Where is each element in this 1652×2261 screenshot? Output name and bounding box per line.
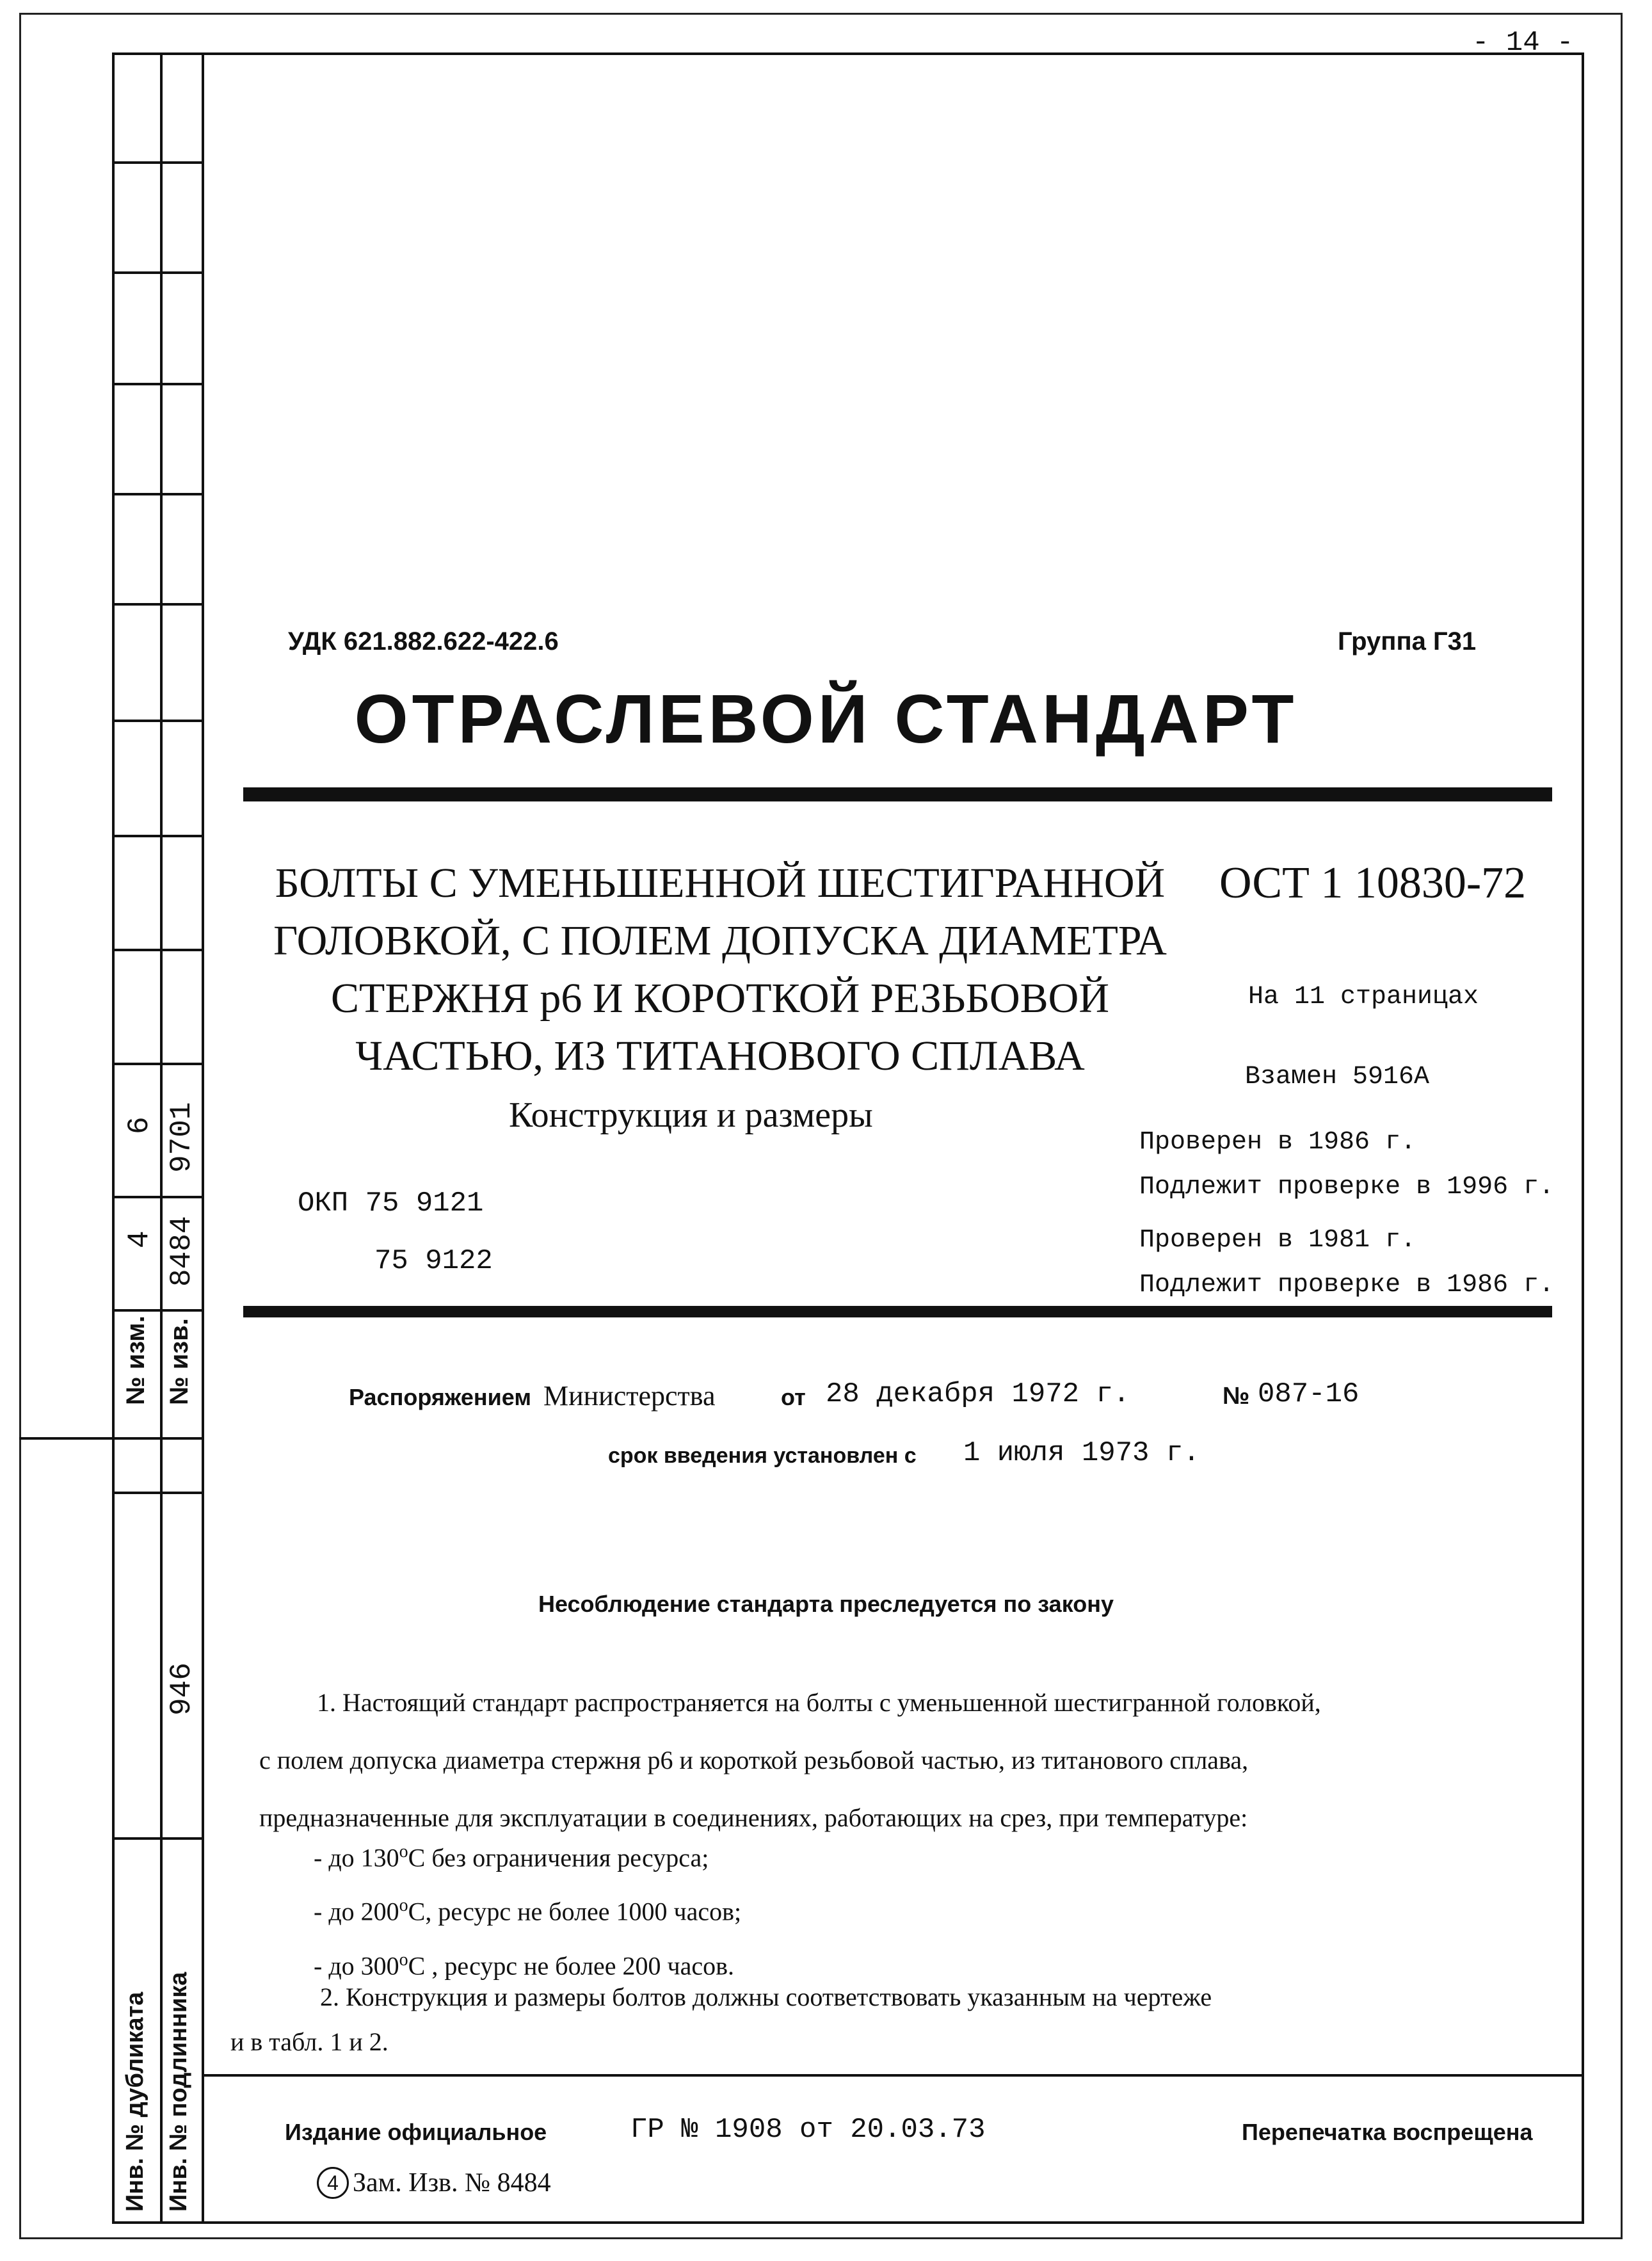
effective-date: 1 июля 1973 г. — [963, 1437, 1200, 1469]
page-number: - 14 - — [1472, 27, 1574, 59]
standard-number: ОСТ 1 10830-72 — [1219, 858, 1527, 908]
para2-line-2: и в табл. 1 и 2. — [230, 2027, 389, 2056]
side-row-line — [112, 161, 204, 164]
replaces-note: Взамен 5916А — [1245, 1063, 1430, 1091]
izm-value-2: 6 — [123, 1116, 156, 1134]
change-text: Зам. Изв. № 8484 — [353, 2168, 551, 2198]
orig-inventory-label: Инв. № подлинника — [165, 1972, 192, 2212]
footer-separator — [202, 2074, 1584, 2077]
side-row-line — [112, 271, 204, 274]
side-row-line — [112, 1196, 204, 1198]
change-note — [317, 2167, 551, 2199]
temp-3-prefix: - до 300 — [314, 1951, 399, 1980]
order-number: 087-16 — [1258, 1378, 1359, 1410]
okp-code-1: ОКП 75 9121 — [298, 1187, 484, 1219]
paragraph-1 — [259, 1674, 1321, 1847]
side-row-line — [112, 949, 204, 951]
law-notice: Несоблюдение стандарта преследуется по закону — [538, 1591, 1114, 1617]
check-2: Проверен в 1981 г. — [1139, 1226, 1416, 1255]
izv-value-2: 9701 — [165, 1102, 198, 1173]
temp-3-unit: С — [408, 1951, 426, 1980]
header-title: ОТРАСЛЕВОЙ СТАНДАРТ — [354, 680, 1298, 757]
para1-line-2: с полем допуска диаметра стержня р6 и короткой резьбовой частью, из титанового сплава, — [259, 1746, 1249, 1774]
dup-inventory-label: Инв. № дубликата — [122, 1991, 148, 2212]
izm-label: № изм. — [122, 1316, 150, 1405]
orig-inventory-value: 946 — [165, 1662, 198, 1716]
circle-number: 4 — [317, 2167, 349, 2199]
document-title — [246, 855, 1194, 1085]
para1-line-3: предназначенные для эксплуатации в соединениях, работающих на срез, при температуре: — [259, 1803, 1248, 1832]
udk-text: УДК 621.882.622-422.6 — [288, 627, 559, 656]
side-row-line — [112, 1837, 204, 1840]
check-2-next: Подлежит проверке в 1986 г. — [1139, 1271, 1555, 1299]
side-row-line — [112, 835, 204, 837]
temp-2-prefix: - до 200 — [314, 1897, 399, 1926]
temp-item-3: - до 300$^o$С , ресурс не более 200 часов. — [314, 1949, 735, 1980]
udk-code — [288, 627, 559, 658]
temp-1-unit: С — [408, 1843, 426, 1872]
izm-value-1: 4 — [123, 1230, 156, 1248]
side-separator-line — [19, 1437, 204, 1440]
temp-3-suffix: , ресурс не более 200 часов. — [425, 1951, 735, 1980]
para2-line-1: 2. Конструкция и размеры болтов должны соответствовать указанным на чертеже — [320, 1983, 1212, 2011]
side-row-line — [112, 1063, 204, 1065]
order-date: 28 декабря 1972 г. — [826, 1378, 1130, 1410]
side-row-line — [112, 1309, 204, 1312]
title-line-1: БОЛТЫ С УМЕНЬШЕННОЙ ШЕСТИГРАННОЙ — [275, 860, 1166, 906]
order-ministry: Министерства — [543, 1380, 716, 1412]
title-line-3: СТЕРЖНЯ р6 И КОРОТКОЙ РЕЗЬБОВОЙ — [330, 975, 1109, 1022]
title-line-2: ГОЛОВКОЙ, С ПОЛЕМ ДОПУСКА ДИАМЕТРА — [273, 917, 1167, 964]
temperature-list — [314, 1828, 741, 1990]
order-from-label: от — [781, 1384, 806, 1410]
side-row-line — [112, 603, 204, 606]
side-row-line — [112, 1492, 204, 1494]
paragraph-2 — [230, 1975, 1212, 2064]
check-1: Проверен в 1986 г. — [1139, 1128, 1416, 1157]
title-line-4: ЧАСТЬЮ, ИЗ ТИТАНОВОГО СПЛАВА — [355, 1033, 1085, 1079]
izv-value-1: 8484 — [165, 1216, 198, 1287]
temp-2-suffix: ресурс не более 1000 часов; — [431, 1897, 742, 1926]
effective-label: срок введения установлен с — [608, 1444, 917, 1468]
side-row-line — [112, 493, 204, 495]
order-number-label: № — [1223, 1383, 1250, 1410]
temp-1-suffix: без ограничения ресурса; — [425, 1843, 709, 1872]
check-1-next: Подлежит проверке в 1996 г. — [1139, 1173, 1555, 1202]
temp-item-1: - до 130$^o$С без ограничения ресурса; — [314, 1842, 709, 1872]
order-label: Распоряжением — [349, 1384, 531, 1410]
subtitle: Конструкция и размеры — [509, 1095, 873, 1135]
izv-label: № изв. — [165, 1318, 193, 1405]
reprint-notice: Перепечатка воспрещена — [1242, 2119, 1533, 2145]
edition-label: Издание официальное — [285, 2119, 547, 2145]
temp-1-prefix: - до 130 — [314, 1843, 399, 1872]
registration: ГР № 1908 от 20.03.73 — [630, 2114, 986, 2146]
order-line — [349, 1380, 716, 1412]
top-rule — [243, 787, 1552, 801]
para1-line-1: 1. Настоящий стандарт распространяется на болты с уменьшенной шестигранной головкой, — [317, 1688, 1321, 1717]
page-count: На 11 страницах — [1248, 983, 1479, 1011]
bottom-rule — [243, 1306, 1552, 1317]
side-row-line — [112, 383, 204, 385]
side-column-line-1 — [160, 52, 163, 2224]
side-column-line-2 — [202, 52, 204, 2224]
okp-code-2: 75 9122 — [374, 1245, 493, 1277]
temp-item-2: - до 200$^o$С, ресурс не более 1000 часов; — [314, 1895, 742, 1926]
temp-2-unit: С, — [408, 1897, 432, 1926]
group-code: Группа Г31 — [1338, 627, 1477, 656]
